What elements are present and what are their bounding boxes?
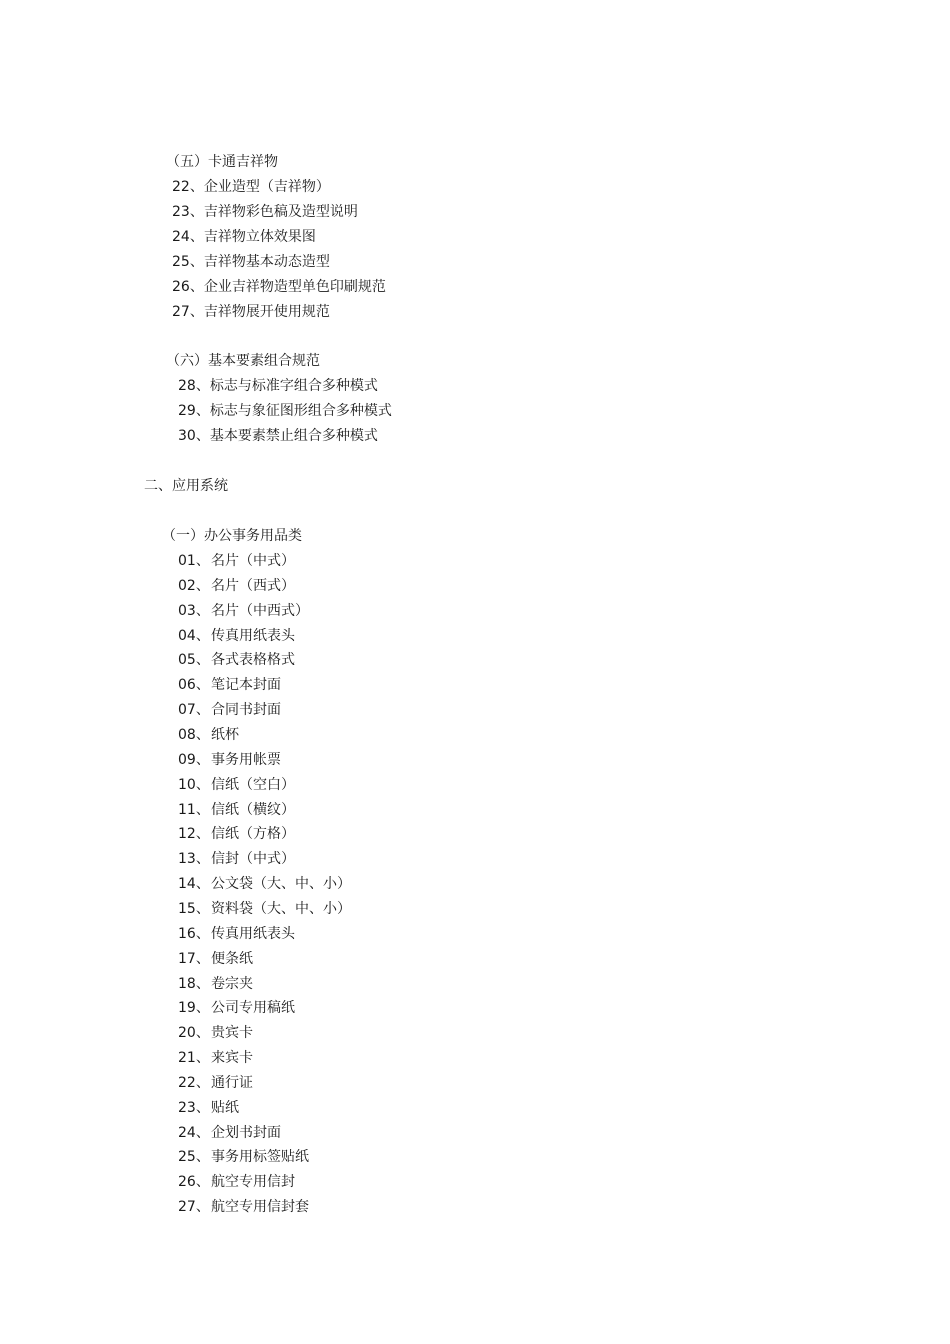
list-item (178, 725, 239, 745)
list-item-label: 名片（西式） (211, 577, 295, 594)
list-item-number: 23、 (178, 1099, 210, 1116)
list-item-label: 资料袋（大、中、小） (211, 900, 351, 917)
list-item (178, 1073, 253, 1093)
list-item-number: 14、 (178, 876, 210, 892)
list-item-number: 09、 (178, 751, 210, 768)
list-item: 28、标志与标准字组合多种模式 (178, 378, 378, 394)
list-item-label: 笔记本封面 (211, 677, 281, 694)
list-item-label: 名片（中式） (211, 553, 295, 569)
list-item-number: 21、 (178, 1050, 210, 1066)
list-item (178, 1147, 309, 1167)
list-item (178, 551, 295, 571)
list-item-label: 卷宗夹 (211, 975, 253, 992)
list-item (178, 775, 295, 795)
list-item-number: 17、 (178, 950, 210, 967)
list-item-number: 11、 (178, 801, 210, 818)
subsection-heading-office-supplies: （一）办公事务用品类 (162, 528, 302, 544)
list-item-number: 26、 (178, 1174, 210, 1191)
list-item-label: 纸杯 (211, 727, 239, 743)
list-item-label: 通行证 (211, 1074, 253, 1091)
list-item-label: 名片（中西式） (211, 602, 309, 619)
section-heading-combination: （六）基本要素组合规范 (166, 353, 320, 369)
list-item-number: 27、 (178, 1199, 210, 1216)
list-item (178, 1023, 253, 1043)
list-item-label: 便条纸 (211, 950, 253, 967)
list-item (178, 800, 295, 820)
list-item-number: 02、 (178, 577, 210, 594)
list-item-number: 25、 (178, 1149, 210, 1166)
list-item (178, 626, 295, 646)
list-item-number: 03、 (178, 602, 210, 619)
list-item (178, 1197, 309, 1217)
list-item: 25、吉祥物基本动态造型 (172, 254, 330, 270)
list-item-label: 合同书封面 (211, 702, 281, 719)
list-item (178, 949, 253, 969)
list-item: 24、吉祥物立体效果图 (172, 229, 316, 245)
list-item (178, 974, 253, 994)
list-item-label: 公司专用稿纸 (211, 1000, 295, 1017)
list-item: 30、基本要素禁止组合多种模式 (178, 428, 378, 444)
list-item-label: 事务用帐票 (211, 751, 281, 768)
section-heading-mascot: （五）卡通吉祥物 (166, 154, 278, 170)
list-item-number: 19、 (178, 1000, 210, 1017)
list-item (178, 998, 295, 1018)
list-item-number: 20、 (178, 1025, 210, 1042)
list-item-number: 22、 (178, 1074, 210, 1091)
list-item-number: 06、 (178, 677, 210, 694)
list-item-label: 企划书封面 (211, 1124, 281, 1141)
list-item (178, 1123, 281, 1143)
list-item-number: 04、 (178, 627, 210, 644)
list-item-label: 贵宾卡 (211, 1025, 253, 1042)
list-item-label: 信纸（横纹） (211, 801, 295, 818)
list-item (178, 824, 295, 844)
list-item-label: 公文袋（大、中、小） (211, 876, 351, 892)
list-item-label: 来宾卡 (211, 1050, 253, 1066)
list-item-number: 13、 (178, 851, 210, 868)
list-item-number: 24、 (178, 1124, 210, 1141)
list-item-label: 信封（中式） (211, 851, 295, 868)
list-item-number: 18、 (178, 975, 210, 992)
list-item-label: 传真用纸表头 (211, 925, 295, 942)
list-item-number: 08、 (178, 727, 210, 743)
list-item (178, 601, 309, 621)
list-item (178, 849, 295, 869)
list-item-label: 传真用纸表头 (211, 627, 295, 644)
list-item (178, 874, 351, 894)
list-item-number: 10、 (178, 776, 210, 793)
list-item: 27、吉祥物展开使用规范 (172, 304, 330, 320)
list-item-label: 航空专用信封套 (211, 1199, 309, 1216)
list-item-number: 05、 (178, 652, 210, 669)
list-item-number: 01、 (178, 553, 210, 569)
list-item (178, 650, 295, 670)
list-item (178, 750, 281, 770)
list-item-number: 12、 (178, 826, 210, 843)
list-item (178, 899, 351, 919)
list-item-label: 信纸（方格） (211, 826, 295, 843)
list-item (178, 700, 281, 720)
list-item-label: 各式表格格式 (211, 652, 295, 669)
list-item: 29、标志与象征图形组合多种模式 (178, 403, 392, 419)
list-item-number: 16、 (178, 925, 210, 942)
list-item-number: 15、 (178, 900, 210, 917)
list-item-label: 航空专用信封 (211, 1174, 295, 1191)
list-item (178, 1098, 239, 1118)
list-item (178, 924, 295, 944)
list-item-label: 信纸（空白） (211, 776, 295, 793)
list-item (178, 1048, 253, 1068)
list-item (178, 675, 281, 695)
list-item: 23、吉祥物彩色稿及造型说明 (172, 204, 358, 220)
list-item-label: 事务用标签贴纸 (211, 1149, 309, 1166)
list-item: 26、企业吉祥物造型单色印刷规范 (172, 279, 386, 295)
part-heading-application-system: 二、应用系统 (144, 478, 228, 494)
list-item (178, 1172, 295, 1192)
list-item-label: 贴纸 (211, 1099, 239, 1116)
list-item (178, 576, 295, 596)
list-item-number: 07、 (178, 702, 210, 719)
list-item: 22、企业造型（吉祥物） (172, 179, 330, 195)
